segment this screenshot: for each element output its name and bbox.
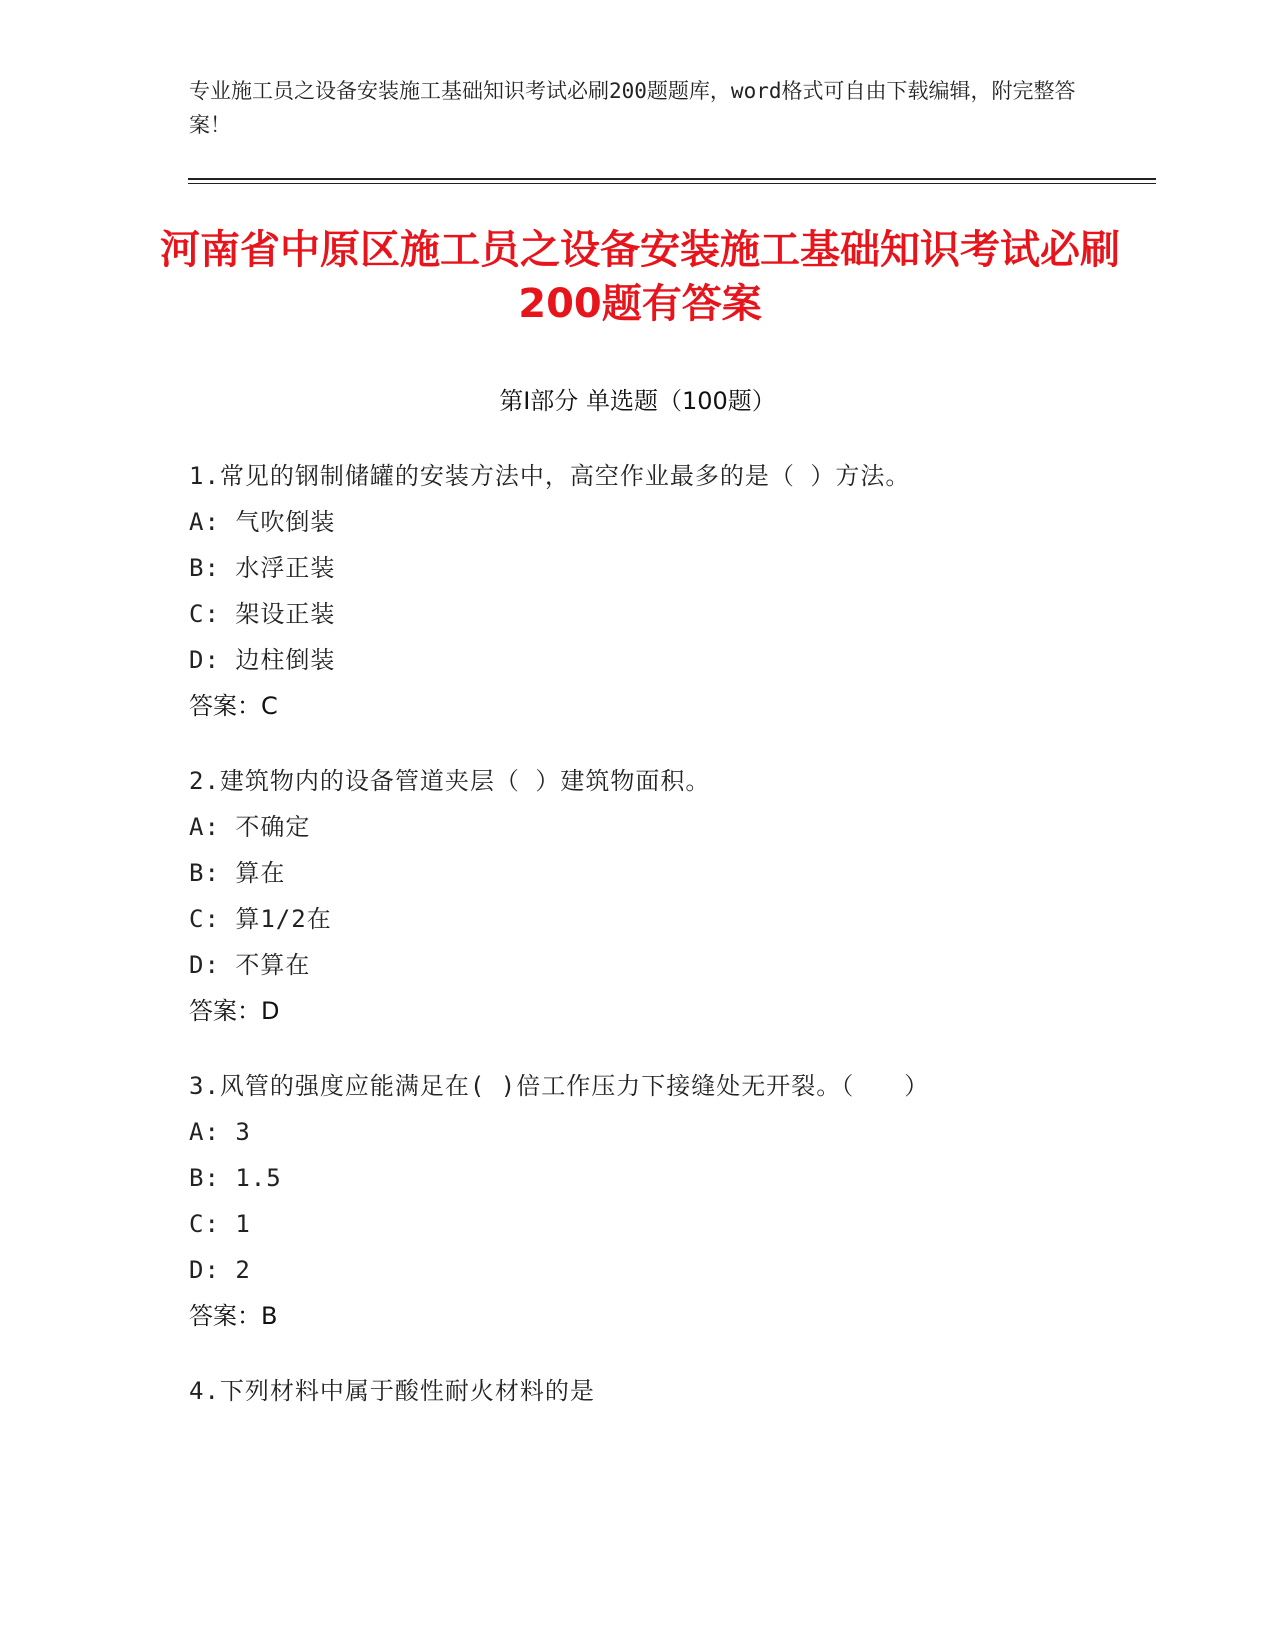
answer: 答案：C (189, 692, 278, 720)
question-text: 4.下列材料中属于酸性耐火材料的是 (189, 1377, 595, 1405)
option-b: B: 1.5 (189, 1164, 282, 1192)
header-rule-thin (188, 183, 1156, 184)
option-c: C: 算1/2在 (189, 905, 332, 933)
answer: 答案：D (189, 997, 280, 1025)
option-c: C: 1 (189, 1210, 251, 1238)
question-3 (189, 1063, 1169, 1339)
question-2 (189, 758, 1169, 1034)
option-a: A: 3 (189, 1118, 251, 1146)
option-b: B: 水浮正装 (189, 554, 336, 582)
document-title: 河南省中原区施工员之设备安装施工基础知识考试必刷200题有答案 (160, 227, 1120, 327)
option-a: A: 不确定 (189, 813, 311, 841)
question-text: 2.建筑物内的设备管道夹层（ ）建筑物面积。 (189, 767, 711, 795)
answer: 答案：B (189, 1302, 278, 1330)
header-note: 专业施工员之设备安装施工基础知识考试必刷200题题库，word格式可自由下载编辑，附完整答案！ (189, 79, 1076, 137)
option-d: D: 2 (189, 1256, 251, 1284)
question-1 (189, 453, 1169, 729)
option-c: C: 架设正装 (189, 600, 336, 628)
option-d: D: 不算在 (189, 951, 311, 979)
option-b: B: 算在 (189, 859, 286, 887)
question-4 (189, 1368, 1169, 1414)
header-rule-thick (188, 178, 1156, 180)
option-a: A: 气吹倒装 (189, 508, 336, 536)
section-heading: 第Ⅰ部分 单选题（100题） (499, 387, 776, 415)
question-text: 1.常见的钢制储罐的安装方法中，高空作业最多的是（ ）方法。 (189, 462, 911, 490)
option-d: D: 边柱倒装 (189, 646, 336, 674)
question-text: 3.风管的强度应能满足在( )倍工作压力下接缝处无开裂。（ ） (189, 1072, 930, 1100)
